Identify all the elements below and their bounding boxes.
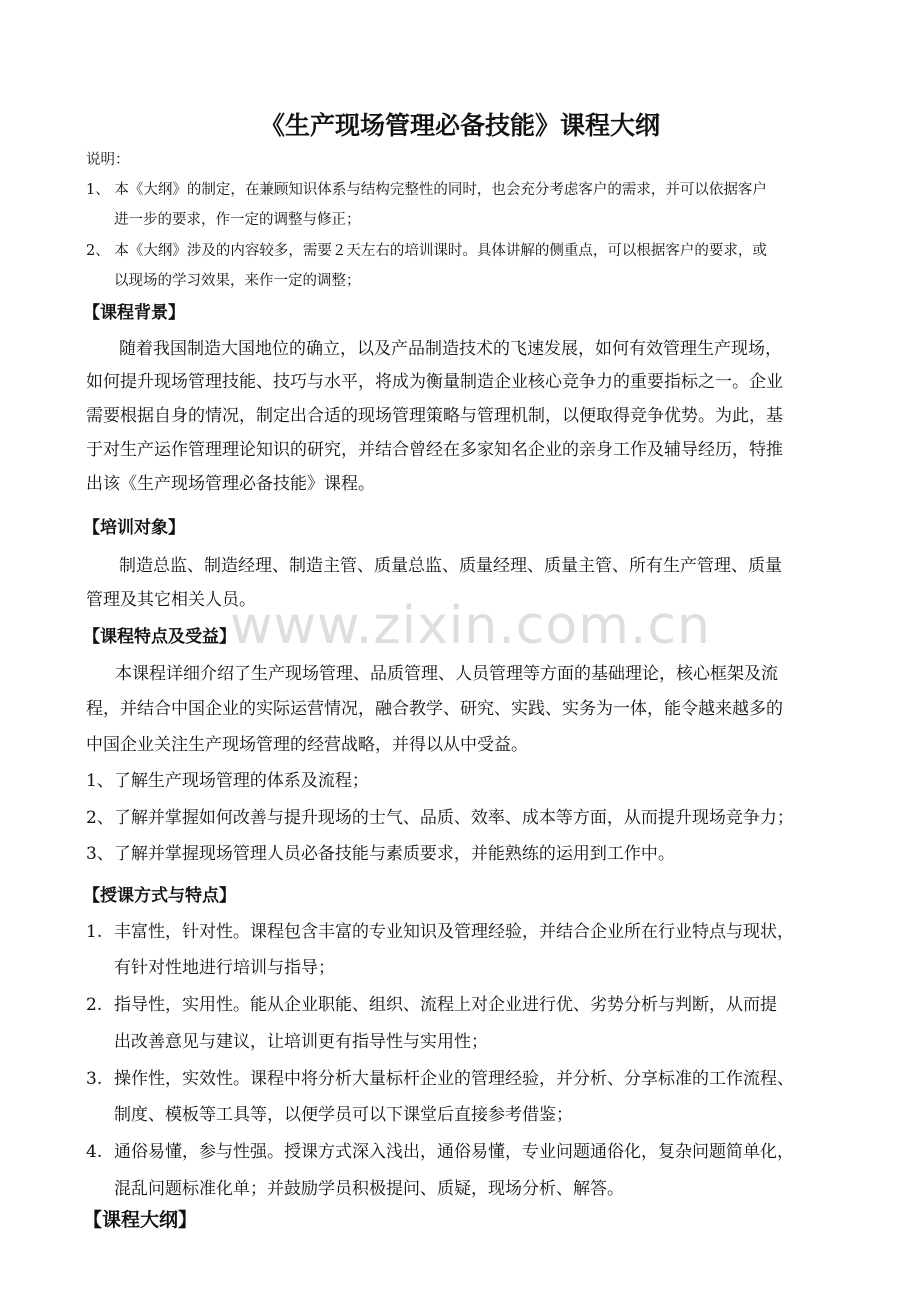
features-line-1: 本课程详细介绍了生产现场管理、品质管理、人员管理等方面的基础理论，核心框架及流 bbox=[115, 664, 778, 684]
teaching-item-3-line-2: 制度、模板等工具等，以便学员可以下课堂后直接参考借鉴； bbox=[114, 1105, 573, 1125]
features-line-2: 程，并结合中国企业的实际运营情况，融合教学、研究、实践、实务为一体，能令越来越多的 bbox=[86, 699, 783, 719]
watermark: www.zixin.com.cn bbox=[230, 596, 711, 656]
audience-line-1: 制造总监、制造经理、制造主管、质量总监、质量经理、质量主管、所有生产管理、质量 bbox=[119, 556, 782, 576]
features-benefit-1: 1、了解生产现场管理的体系及流程； bbox=[86, 771, 369, 791]
teaching-item-3-line-1: 操作性，实效性。课程中将分析大量标杆企业的管理经验，并分析、分享标准的工作流程、 bbox=[114, 1069, 794, 1089]
teaching-item-1-line-2: 有针对性地进行培训与指导； bbox=[114, 958, 335, 978]
section-heading-background: 【课程背景】 bbox=[83, 303, 185, 323]
audience-line-2: 管理及其它相关人员。 bbox=[86, 590, 256, 610]
teaching-item-1-line-1: 丰富性，针对性。课程包含丰富的专业知识及管理经验，并结合企业所在行业特点与现状， bbox=[114, 922, 794, 942]
note-item-1-line-2: 进一步的要求，作一定的调整与修正； bbox=[114, 212, 361, 228]
teaching-item-2-line-1: 指导性，实用性。能从企业职能、组织、流程上对企业进行优、劣势分析与判断，从而提 bbox=[114, 995, 777, 1015]
section-heading-outline: 【课程大纲】 bbox=[83, 1209, 198, 1231]
background-line-2: 如何提升现场管理技能、技巧与水平，将成为衡量制造企业核心竞争力的重要指标之一。企业 bbox=[86, 372, 783, 392]
background-line-5: 出该《生产现场管理必备技能》课程。 bbox=[86, 474, 375, 494]
teaching-item-2-number: 2. bbox=[86, 995, 103, 1015]
section-heading-audience: 【培训对象】 bbox=[83, 518, 185, 538]
features-line-3: 中国企业关注生产现场管理的经营战略，并得以从中受益。 bbox=[86, 735, 528, 755]
features-benefit-2: 2、了解并掌握如何改善与提升现场的士气、品质、效率、成本等方面，从而提升现场竞争力； bbox=[86, 808, 794, 828]
features-benefit-3: 3、了解并掌握现场管理人员必备技能与素质要求，并能熟练的运用到工作中。 bbox=[86, 844, 675, 864]
background-line-4: 于对生产运作管理理论知识的研究，并结合曾经在多家知名企业的亲身工作及辅导经历，特推 bbox=[86, 440, 783, 460]
note-label: 说明： bbox=[86, 152, 130, 168]
section-heading-teaching: 【授课方式与特点】 bbox=[83, 886, 236, 906]
teaching-item-4-line-2: 混乱问题标准化单；并鼓励学员积极提问、质疑，现场分析、解答。 bbox=[114, 1179, 624, 1199]
document-title: 《生产现场管理必备技能》课程大纲 bbox=[259, 111, 660, 140]
teaching-item-4-number: 4. bbox=[86, 1142, 103, 1162]
note-item-2-line-1: 2、 本《大纲》涉及的内容较多，需要２天左右的培训课时。具体讲解的侧重点，可以根据客户的要求，或 bbox=[86, 243, 767, 259]
background-line-1: 随着我国制造大国地位的确立，以及产品制造技术的飞速发展，如何有效管理生产现场， bbox=[119, 339, 782, 359]
section-heading-features: 【课程特点及受益】 bbox=[83, 627, 236, 647]
note-item-2-line-2: 以现场的学习效果，来作一定的调整； bbox=[114, 273, 361, 289]
teaching-item-3-number: 3. bbox=[86, 1069, 103, 1089]
teaching-item-2-line-2: 出改善意见与建议，让培训更有指导性与实用性； bbox=[114, 1032, 488, 1052]
background-line-3: 需要根据自身的情况，制定出合适的现场管理策略与管理机制，以便取得竞争优势。为此，基 bbox=[86, 406, 783, 426]
note-item-1-line-1: 1、 本《大纲》的制定，在兼顾知识体系与结构完整性的同时，也会充分考虑客户的需求，并可以依据客户 bbox=[86, 182, 767, 198]
teaching-item-1-number: 1. bbox=[86, 922, 103, 942]
teaching-item-4-line-1: 通俗易懂，参与性强。授课方式深入浅出，通俗易懂，专业问题通俗化，复杂问题简单化， bbox=[114, 1142, 794, 1162]
